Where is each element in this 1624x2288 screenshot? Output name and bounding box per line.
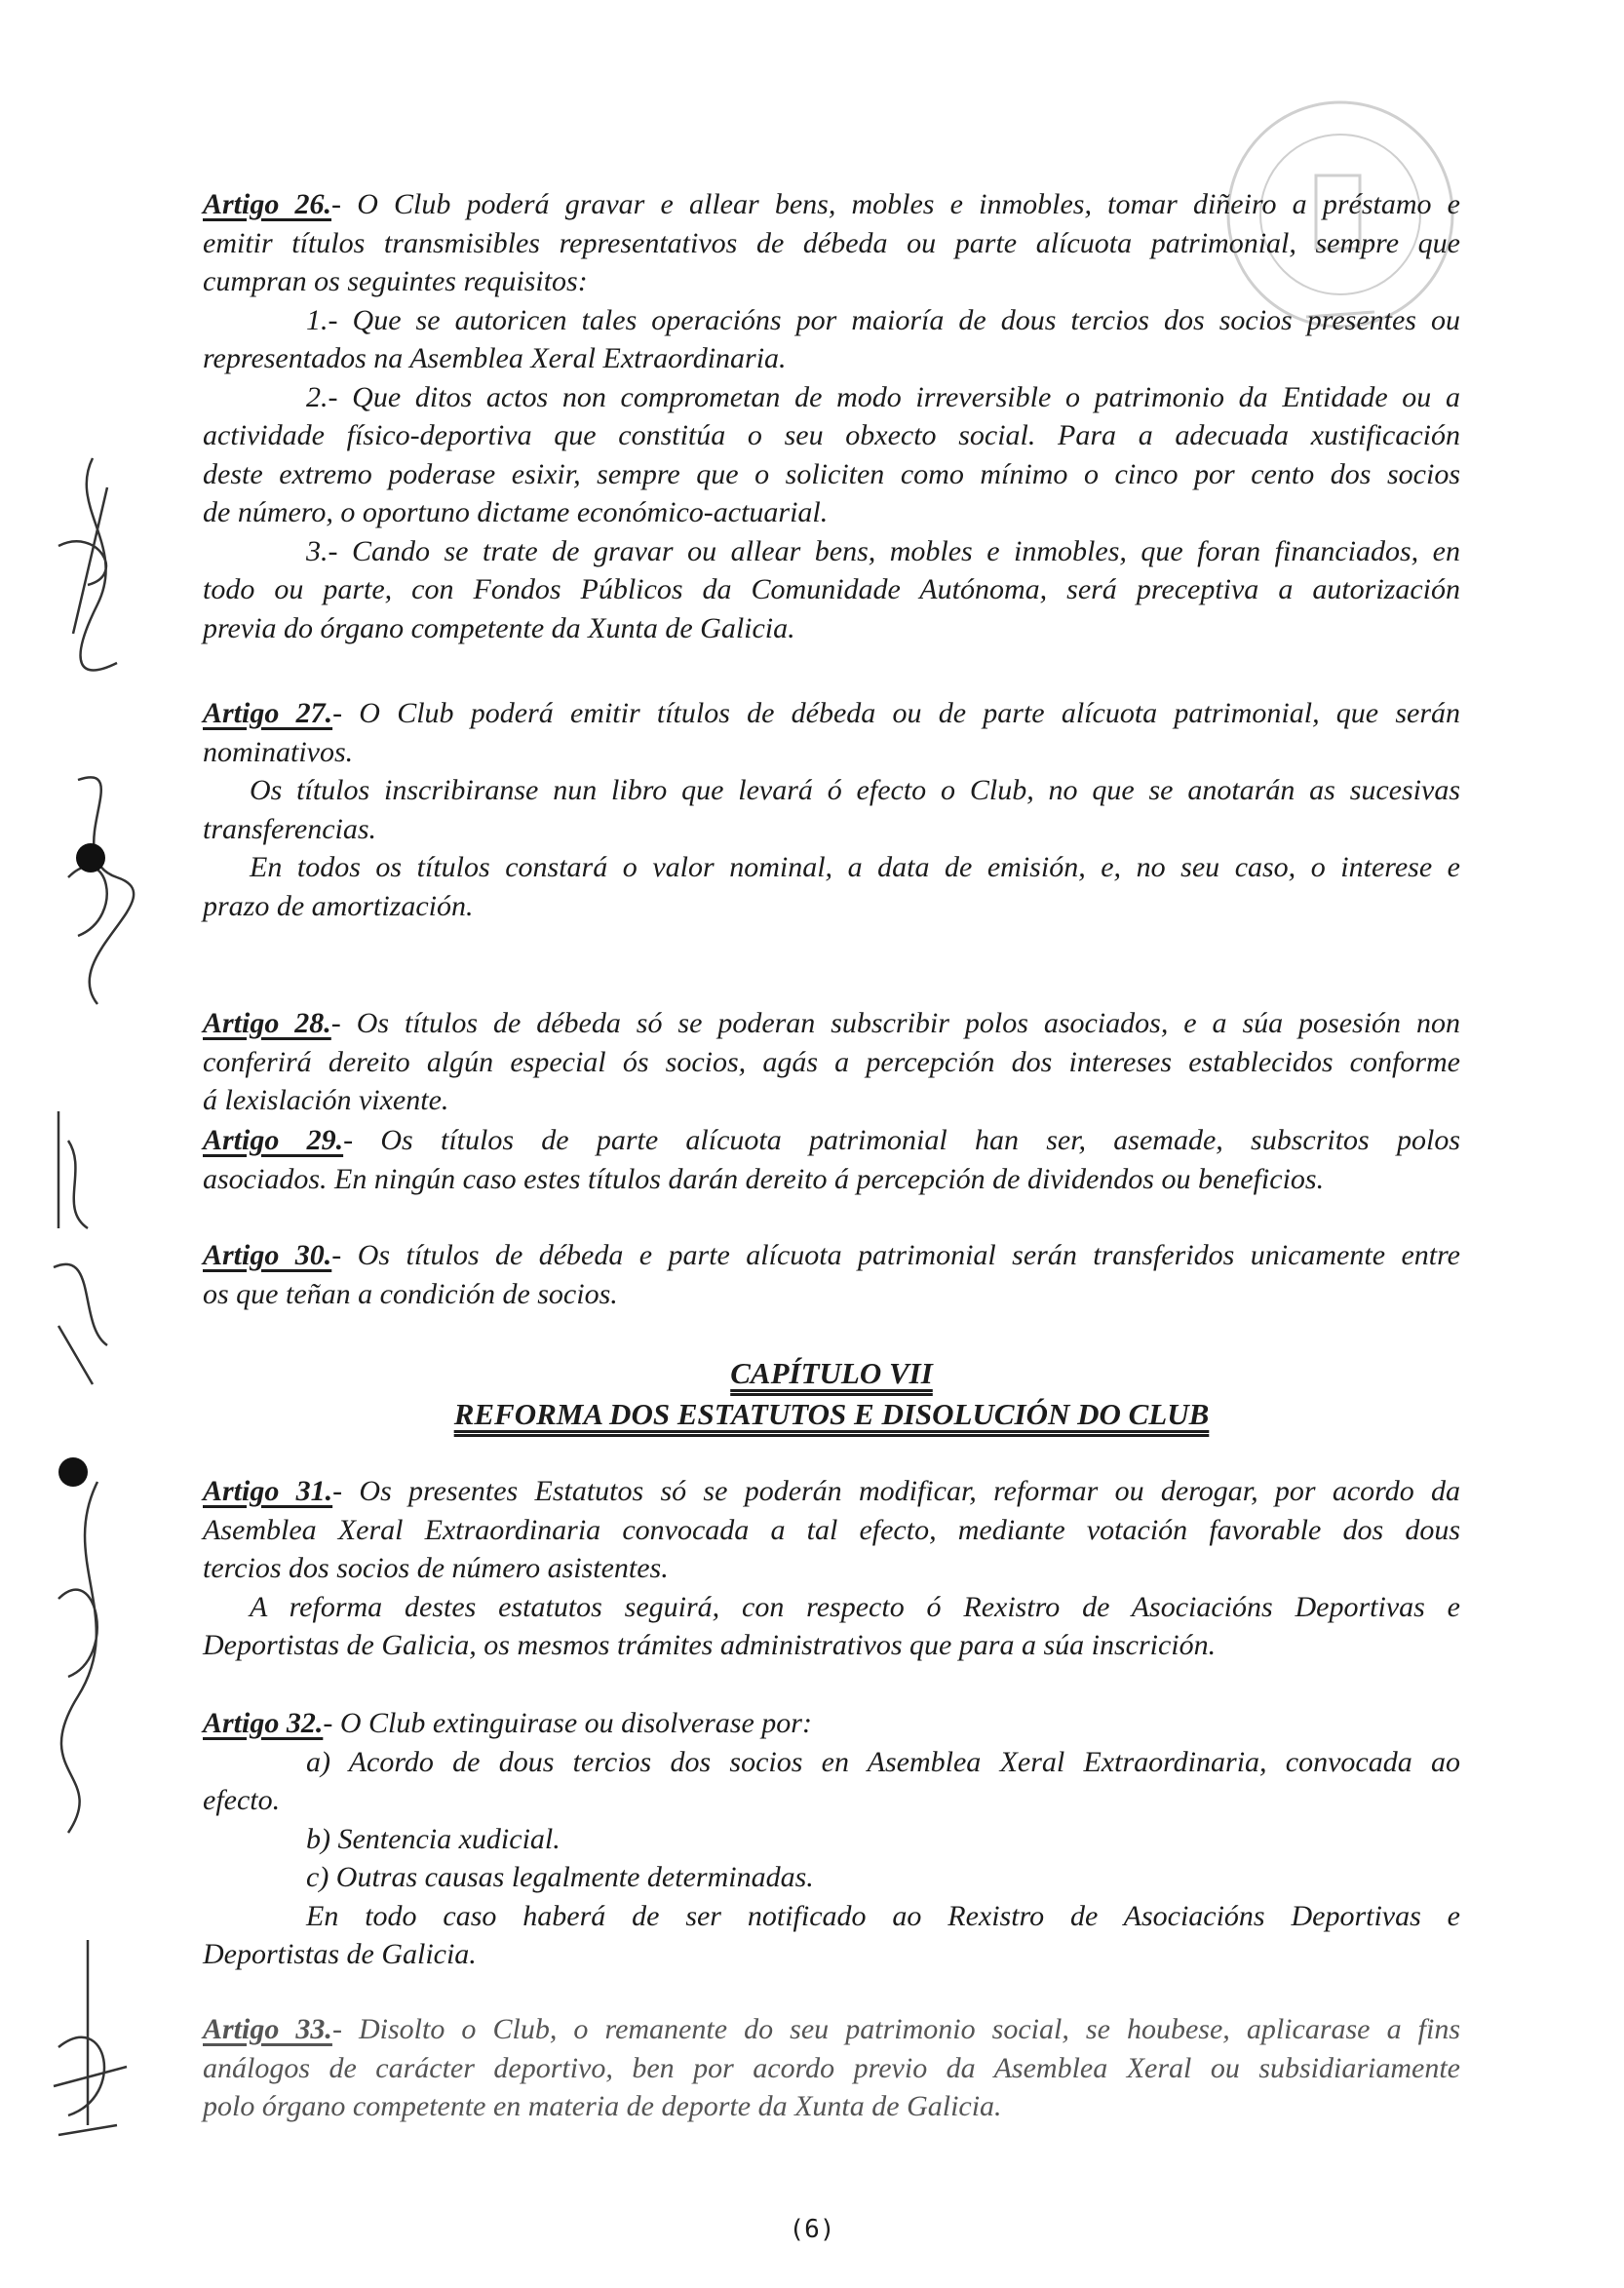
article-text: En todo caso haberá de ser notificado ao Rexistro de Asociacións Deportivas e [306, 1899, 1460, 1932]
article-line [203, 1588, 1460, 1627]
article-text: - Os títulos de parte alícuota patrimonial han ser, asemade, subscritos polos [343, 1124, 1460, 1156]
article-text: análogos de carácter deportivo, ben por acordo previo da Asemblea Xeral ou subsidiariamente [203, 2051, 1460, 2084]
article-line [203, 887, 1460, 926]
article-text: 3.- Cando se trate de gravar ou allear bens, mobles e inmobles, que foran financiados, en [306, 534, 1460, 567]
article-text: tercios dos socios de número asistentes. [203, 1552, 669, 1584]
article-text: nominativos. [203, 735, 354, 768]
article-text: - O Club extinguirase ou disolverase por: [323, 1707, 812, 1739]
article-text: efecto. [203, 1784, 281, 1816]
article-27 [203, 694, 1460, 925]
article-text: - O Club poderá emitir títulos de débeda ou de parte alícuota patrimonial, que serán [332, 697, 1461, 729]
chapter-heading [203, 1353, 1460, 1435]
article-text: Asemblea Xeral Extraordinaria convocada a tal efecto, mediante votación favorable dos dous [203, 1513, 1460, 1546]
article-text: prazo de amortización. [203, 889, 474, 922]
article-line [203, 810, 1460, 849]
article-label: Artigo 31. [203, 1475, 333, 1507]
article-line [203, 1935, 1460, 1974]
article-text: representados na Asemblea Xeral Extraordinaria. [203, 342, 787, 374]
punch-hole-mark [76, 843, 105, 873]
article-text: de número, o oportuno dictame económico-actuarial. [203, 496, 829, 528]
article-line [203, 1160, 1460, 1199]
article-32 [203, 1704, 1460, 1974]
article-text: c) Outras causas legalmente determinadas. [306, 1861, 814, 1893]
article-line [203, 1897, 1460, 1936]
article-text: os que teñan a condición de socios. [203, 1277, 618, 1310]
article-line [203, 1236, 1460, 1275]
article-line [203, 185, 1460, 224]
article-line [203, 416, 1460, 455]
article-text: polo órgano competente en materia de deporte da Xunta de Galicia. [203, 2090, 1002, 2122]
page-number: (6) [789, 2215, 835, 2244]
article-label: Artigo 32. [203, 1707, 324, 1739]
article-text: todo ou parte, con Fondos Públicos da Comunidade Autónoma, será preceptiva a autorización [203, 573, 1460, 605]
article-text: previa do órgano competente da Xunta de Galicia. [203, 611, 795, 644]
article-31 [203, 1472, 1460, 1665]
article-text: - Os títulos de débeda e parte alícuota patrimonial serán transferidos unicamente entre [331, 1239, 1460, 1271]
article-line [203, 1820, 1460, 1859]
article-text: En todos os títulos constará o valor nominal, a data de emisión, e, no seu caso, o interese e [250, 851, 1460, 883]
article-line [203, 262, 1460, 301]
article-line [203, 2010, 1460, 2049]
article-text: - O Club poderá gravar e allear bens, mobles e inmobles, tomar diñeiro a préstamo e [331, 188, 1460, 220]
article-line [203, 694, 1460, 733]
article-text: b) Sentencia xudicial. [306, 1822, 561, 1855]
article-line [203, 301, 1460, 340]
chapter-number: CAPÍTULO VII [730, 1356, 933, 1390]
article-line [203, 1081, 1460, 1120]
article-label: Artigo 28. [203, 1007, 331, 1039]
article-29 [203, 1121, 1460, 1198]
article-line [203, 1781, 1460, 1820]
article-line [203, 2049, 1460, 2088]
article-text: actividade físico-deportiva que constitúa o seu obxecto social. Para a adecuada xustificación [203, 419, 1460, 451]
article-label: Artigo 29. [203, 1124, 344, 1156]
article-label: Artigo 27. [203, 697, 333, 729]
article-label: Artigo 26. [203, 188, 332, 220]
article-text: asociados. En ningún caso estes títulos darán dereito á percepción de dividendos ou beneficios. [203, 1162, 1325, 1195]
article-33 [203, 2010, 1460, 2126]
article-line [203, 733, 1460, 772]
article-line [203, 1626, 1460, 1665]
article-text: transferencias. [203, 812, 377, 845]
article-line [203, 339, 1460, 378]
article-text: Deportistas de Galicia, os mesmos trámites administrativos que para a súa inscrición. [203, 1629, 1217, 1661]
article-line [203, 532, 1460, 571]
chapter-title: REFORMA DOS ESTATUTOS E DISOLUCIÓN DO CLUB [453, 1397, 1210, 1431]
article-line [203, 1275, 1460, 1314]
article-line [203, 1743, 1460, 1782]
article-28 [203, 1004, 1460, 1120]
article-line [203, 455, 1460, 494]
article-line [203, 771, 1460, 810]
punch-hole-mark [58, 1457, 88, 1487]
article-text: - Disolto o Club, o remanente do seu patrimonio social, se houbese, aplicarase a fins [331, 2013, 1460, 2045]
article-text: emitir títulos transmisibles representativos de débeda ou parte alícuota patrimonial, sempre que [203, 226, 1460, 259]
article-30 [203, 1236, 1460, 1313]
article-line [203, 1004, 1460, 1043]
article-line [203, 1472, 1460, 1511]
article-line [203, 1858, 1460, 1897]
article-text: - Os títulos de débeda só se poderan subscribir polos asociados, e a súa posesión non [330, 1007, 1460, 1039]
article-text: a) Acordo de dous tercios dos socios en Asemblea Xeral Extraordinaria, convocada ao [306, 1745, 1460, 1778]
article-line [203, 224, 1460, 263]
article-text: 1.- Que se autoricen tales operacións por maioría de dous tercios dos socios presentes ou [306, 303, 1460, 336]
article-text: - Os presentes Estatutos só se poderán modificar, reformar ou derogar, por acordo da [332, 1475, 1460, 1507]
article-label: Artigo 33. [203, 2013, 332, 2045]
article-text: Deportistas de Galicia. [203, 1938, 477, 1970]
article-label: Artigo 30. [203, 1239, 332, 1271]
article-line [203, 1511, 1460, 1550]
article-26 [203, 185, 1460, 647]
article-text: deste extremo poderase esixir, sempre que o soliciten como mínimo o cinco por cento dos socios [203, 457, 1460, 490]
article-text: cumpran os seguintes requisitos: [203, 265, 588, 297]
article-text: Os títulos inscribiranse nun libro que levará ó efecto o Club, no que se anotarán as sucesivas [250, 774, 1460, 806]
article-text: conferirá dereito algún especial ós socios, agás a percepción dos intereses establecidos conforme [203, 1045, 1460, 1078]
margin-signatures [54, 458, 134, 2135]
article-line [203, 2087, 1460, 2126]
article-line [203, 570, 1460, 609]
article-line [203, 848, 1460, 887]
article-text: A reforma destes estatutos seguirá, con respecto ó Rexistro de Asociacións Deportivas e [250, 1590, 1460, 1623]
article-line [203, 1549, 1460, 1588]
article-line [203, 609, 1460, 648]
article-line [203, 1121, 1460, 1160]
article-line [203, 1704, 1460, 1743]
article-line [203, 1043, 1460, 1082]
article-line [203, 493, 1460, 532]
article-line [203, 378, 1460, 417]
article-text: 2.- Que ditos actos non comprometan de modo irreversible o patrimonio da Entidade ou a [306, 380, 1460, 413]
article-text: á lexislación vixente. [203, 1084, 449, 1116]
